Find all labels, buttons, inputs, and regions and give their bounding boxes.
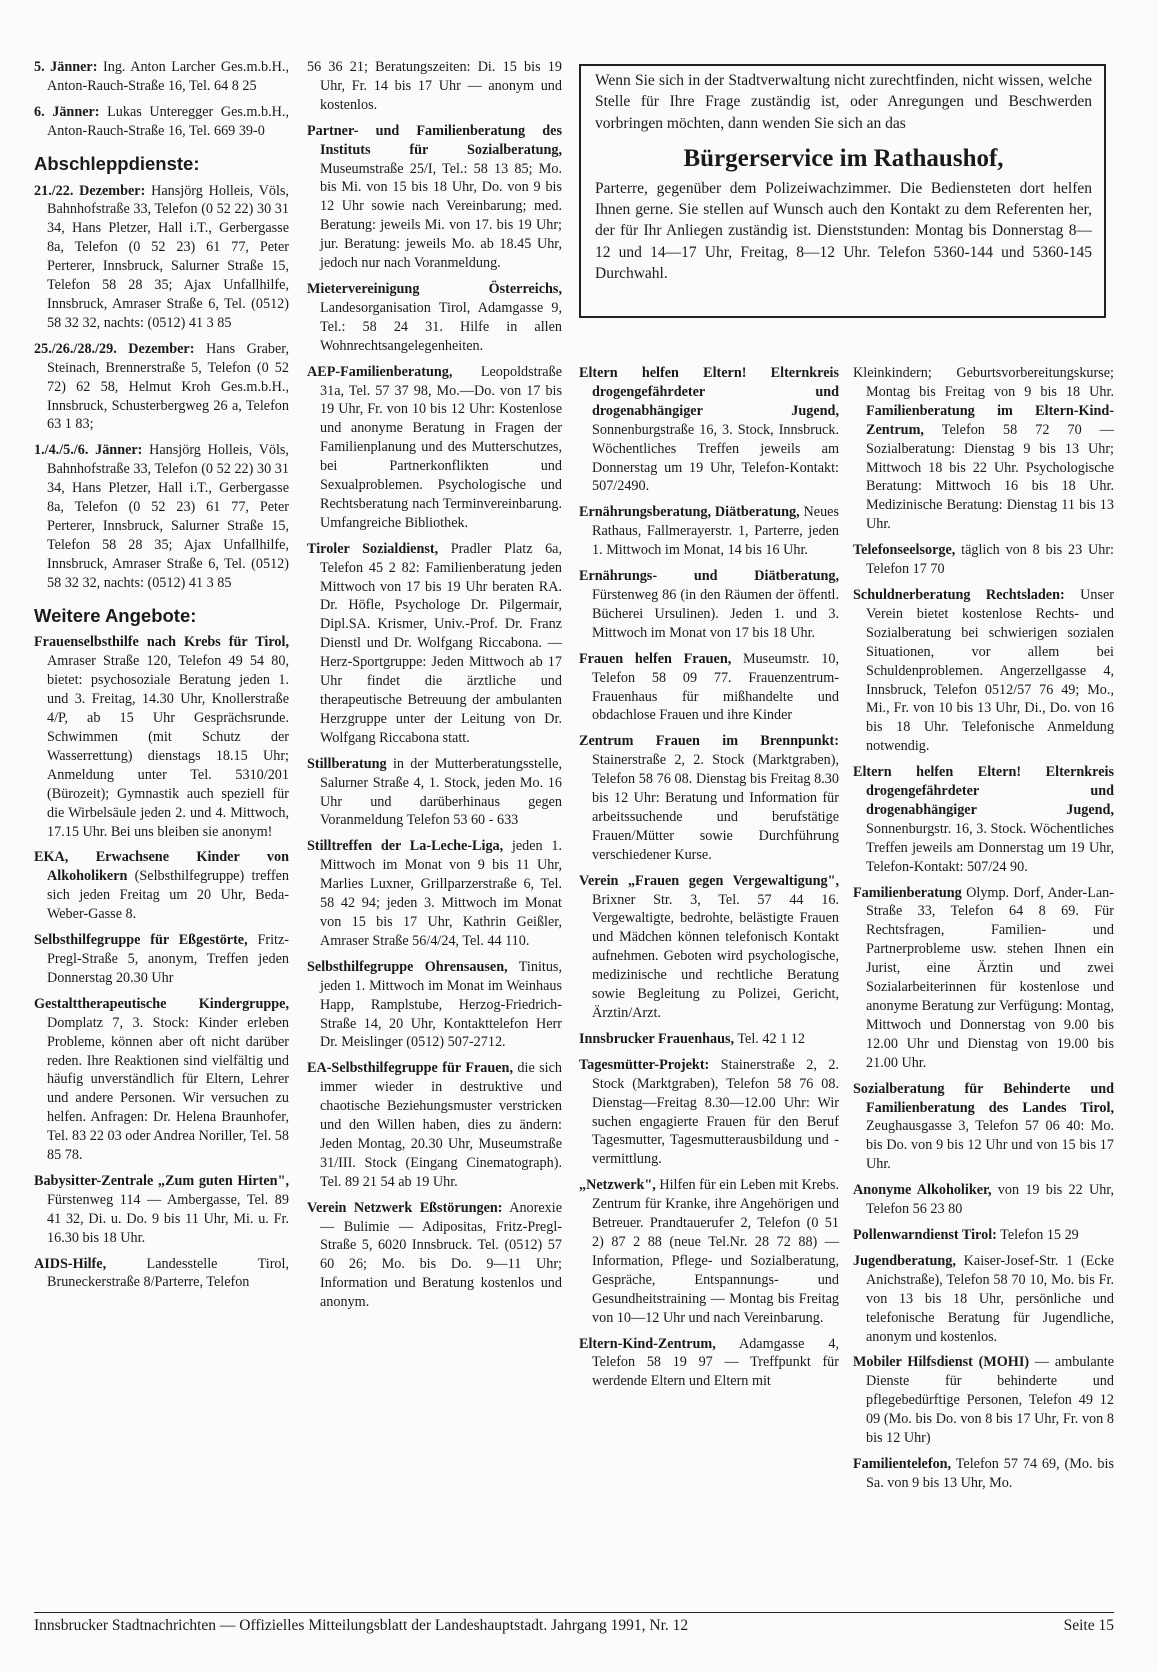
entry-text: in der Mutterberatungsstelle, Salurner Straße 4, 1. Stock, jeden Mo. 16 Uhr und darüberhinaus gegen Voranmeldung Telefon 53 60 - 633	[320, 755, 562, 829]
entry-text: Unser Verein bietet kostenlose Rechts- und Sozialberatung bei schwierigen sozialen Situationen, vor allem bei Schuldenproblemen. Angerzellgasse 4, Innsbruck, Telefon 0512/57 76 49; Mo., Mi., Fr. von 10 bis 13 Uhr, Di., Do. von 16 bis 18 Uhr. Telefonische Anmeldung notwendig.	[866, 586, 1115, 755]
entry-heading: Tiroler Sozialdienst,	[307, 540, 439, 557]
entry-heading: Familienberatung	[853, 884, 962, 901]
listing-entry	[34, 633, 289, 841]
section-heading: Abschleppdienste:	[34, 152, 200, 174]
listing-entry	[307, 837, 562, 950]
entry-text: Lukas Unteregger Ges.m.b.H., Anton-Rauch-Straße 16, Tel. 669 39-0	[47, 103, 289, 139]
listing-entry	[579, 567, 839, 643]
listing-entry	[307, 58, 562, 115]
entry-text: Kaiser-Josef-Str. 1 (Ecke Anichstraße), Telefon 58 70 10, Mo. bis Fr. von 13 bis 18 Uhr, persönliche und telefonische Beratung für Jugendliche, anonym und kostenlos.	[866, 1252, 1115, 1345]
entry-text: Adamgasse 4, Telefon 58 19 97 — Treffpunkt für werdende Eltern und Eltern mit	[592, 1335, 840, 1390]
entry-heading: Eltern helfen Eltern! Elternkreis drogengefährdeter und drogenabhängiger Jugend,	[579, 365, 839, 419]
listing-entry	[34, 340, 289, 435]
listing-entry	[853, 1181, 1114, 1219]
entry-heading: Mietervereinigung Österreichs,	[307, 280, 562, 297]
entry-heading: 6. Jänner:	[34, 103, 100, 120]
entry-text: Landesorganisation Tirol, Adamgasse 9, Tel.: 58 24 31. Hilfe in allen Wohnrechtsangelegenheiten.	[320, 299, 562, 354]
entry-text: Neues Rathaus, Fallmerayerstr. 1, Parterre, jeden 1. Mittwoch im Monat, 14 bis 16 Uhr.	[592, 504, 839, 559]
listing-entry	[34, 441, 289, 592]
entry-heading: Partner- und Familienberatung des Instituts für Sozialberatung,	[307, 122, 562, 158]
footer-publication: Innsbrucker Stadtnachrichten — Offizielles Mitteilungsblatt der Landeshauptstadt. Jahrgang 1991, Nr. 12	[34, 1617, 689, 1634]
listing-entry	[853, 541, 1114, 579]
entry-heading: Zentrum Frauen im Brennpunkt:	[579, 733, 839, 750]
listing-entry	[307, 958, 562, 1053]
entry-text: Fritz-Pregl-Straße 5, anonym, Treffen jeden Donnerstag 20.30 Uhr	[47, 932, 289, 986]
entry-heading: Gestalttherapeutische Kindergruppe,	[34, 995, 289, 1012]
entry-heading: Anonyme Alkoholiker,	[853, 1182, 992, 1199]
entry-heading: Sozialberatung für Behinderte und Familienberatung des Landes Tirol,	[853, 1080, 1114, 1116]
entry-heading: Schuldnerberatung Rechtsladen:	[853, 586, 1065, 603]
entry-heading: Selbsthilfegruppe für Eßgestörte,	[34, 932, 248, 949]
entry-heading: Innsbrucker Frauenhaus,	[579, 1030, 735, 1047]
listing-entry	[307, 122, 562, 273]
entry-text: Brixner Str. 3, Tel. 57 44 16. Vergewaltigte, bedrohte, belästigte Frauen und Mädchen können telefonisch Kontakt aufnehmen. Geboten wird psychologische, medizinische und rechtliche Beratung sowie Begleitung zu Polizei, Gericht, Ärztin/Arzt.	[592, 891, 839, 1021]
entry-text: Kleinkindern; Geburtsvorbereitungskurse; Montag bis Freitag von 9 bis 18 Uhr. Familienberatung im Eltern-Kind-Zentrum, Telefon 58 72 70 — Sozialberatung: Dienstag 9 bis 13 Uhr; Mittwoch 18 bis 22 Uhr. Psychologische Beratung: Mittwoch 16 bis 18 Uhr. Medizinische Beratung: Dienstag 11 bis 13 Uhr.	[853, 365, 1114, 533]
listing-entry	[853, 586, 1114, 756]
listing-entry	[34, 1172, 289, 1248]
entry-heading: Tagesmütter-Projekt:	[579, 1056, 710, 1073]
entry-heading: Ernährungsberatung, Diätberatung,	[579, 504, 800, 521]
listing-entry	[579, 872, 839, 1023]
listing-entry	[307, 540, 562, 748]
entry-text: Hansjörg Holleis, Völs, Bahnhofstraße 33, Telefon (0 52 22) 30 31 34, Hans Pletzer, Hall i.T., Gerbergasse 8a, Telefon (0 52 23) 61 77, Peter Perterer, Innsbruck, Salurner Straße 15, Telefon 58 28 35; Ajax Unfallhilfe, Innsbruck, Amraser Straße 6, Tel. (0512) 58 32 32, nachts: (0512) 41 3 85	[47, 442, 289, 591]
listing-entry	[579, 1030, 839, 1049]
entry-heading: EA-Selbsthilfegruppe für Frauen,	[307, 1060, 513, 1077]
column-4	[853, 364, 1114, 1500]
entry-text: Museumstraße 25/I, Tel.: 58 13 85; Mo. bis Mi. von 15 bis 18 Uhr, Do. von 9 bis 12 Uhr sowie nach Vereinbarung; med. Beratung: jeweils Mi. von 17. bis 19 Uhr; jur. Beratung: jeweils Mo. ab 18.45 Uhr, jedoch nur nach Voranmeldung.	[320, 160, 562, 272]
entry-heading: Mobiler Hilfsdienst (MOHI)	[853, 1354, 1030, 1371]
entry-heading: 25./26./28./29. Dezember:	[34, 340, 195, 357]
entry-heading: Familientelefon,	[853, 1455, 952, 1472]
section-heading: Weitere Angebote:	[34, 604, 197, 626]
entry-text: Sonnenburgstr. 16, 3. Stock. Wöchentliches Treffen jeweils am Donnerstag um 19 Uhr, Telefon-Kontakt: 507/24 90.	[866, 820, 1114, 875]
entry-text: Tel. 42 1 12	[737, 1030, 805, 1047]
entry-text: von 19 bis 22 Uhr, Telefon 56 23 80	[866, 1182, 1114, 1218]
entry-text: Olymp. Dorf, Ander-Lan-Straße 33, Telefon 64 8 69. Für Rechtsfragen, Familien- und Partnerprobleme usw. stehen Ihnen ein Jurist, eine Ärztin und zwei Sozialarbeiterinnen für kostenlose und anonyme Beratung zur Verfügung: Montag, Mittwoch und Donnerstag von 9.00 bis 12.00 Uhr und Dienstag von 19.00 bis 21.00 Uhr.	[866, 884, 1114, 1071]
column-2	[307, 58, 562, 1319]
column-3	[579, 364, 839, 1398]
listing-entry	[579, 732, 839, 864]
listing-entry	[853, 1252, 1114, 1347]
entry-heading: 5. Jänner:	[34, 59, 98, 75]
entry-text: Hilfen für ein Leben mit Krebs. Zentrum für Kranke, ihre Angehörigen und Betreuer. Prandtauerufer 2, Telefon (0 51 2) 87 2 88 (neue Tel.Nr. 28 72 88) — Information, Pflege- und Sozialberatung, Gespräche, Entspannungs- und Gesundheitstraining — Montag bis Freitag von 10—12 Uhr und nach Vereinbarung.	[592, 1177, 840, 1326]
listing-entry	[853, 1455, 1114, 1493]
page-footer	[34, 1612, 1114, 1635]
listing-entry	[853, 763, 1114, 876]
buergerservice-box	[579, 64, 1106, 318]
entry-text: Tinitus, jeden 1. Mittwoch im Monat im Weinhaus Happ, Ramplstube, Herzog-Friedrich-Straße 14, 20 Uhr, Kontakttelefon Herr Dr. Meislinger (0512) 507-2712.	[320, 958, 562, 1051]
entry-heading: Babysitter-Zentrale „Zum guten Hirten",	[34, 1172, 289, 1189]
listing-entry	[579, 1176, 839, 1327]
entry-text: Domplatz 7, 3. Stock: Kinder erleben Probleme, können aber oft nicht darüber reden. Ihre Reaktionen sind vielfältig und häufig unverständlich für Eltern, Lehrer und andere Personen. Wir versuchen zu helfen. Anfragen: Dr. Helena Braunhofer, Tel. 83 22 03 oder Andrea Noriller, Tel. 58 85 78.	[47, 1014, 289, 1164]
listing-entry	[34, 1255, 289, 1293]
listing-entry	[579, 650, 839, 726]
entry-text: die sich immer wieder in destruktive und chaotische Beziehungsmuster verstricken und den Willen haben, dies zu ändern: Jeden Montag, 20.30 Uhr, Museumstraße 31/III. Stock (Eingang Cinematograph). Tel. 89 21 54 ab 19 Uhr.	[320, 1060, 562, 1190]
entry-heading: 21./22. Dezember:	[34, 182, 146, 199]
entry-text: — ambulante Dienste für behinderte und pflegebedürftige Personen, Telefon 49 12 09 (Mo. bis Do. von 8 bis 17 Uhr, Fr. von 8 bis 12 Uhr)	[866, 1354, 1114, 1447]
column-1	[34, 58, 289, 1299]
footer-page-number: Seite 15	[1063, 1617, 1114, 1634]
listing-entry	[307, 1199, 562, 1312]
listing-entry	[853, 884, 1114, 1073]
listing-entry	[579, 503, 839, 560]
entry-text: Fürstenweg 114 — Ambergasse, Tel. 89 41 32, Di. u. Do. 9 bis 11 Uhr, Mi. u. Fr. 16.30 bis 18 Uhr.	[47, 1191, 289, 1246]
entry-text: Leopoldstraße 31a, Tel. 57 37 98, Mo.—Do. von 17 bis 19 Uhr, Fr. von 10 bis 12 Uhr: Kostenlose und anonyme Beratung in Fragen der Familienplanung und des Mutterschutzes, bei Partnerkonflikten und Sexualproblemen. Psychologische und Rechtsberatung nach Terminvereinbarung. Umfangreiche Bibliothek.	[320, 363, 562, 531]
listing-entry	[34, 931, 289, 988]
entry-heading: Eltern helfen Eltern! Elternkreis drogengefährdeter und drogenabhängiger Jugend,	[853, 764, 1114, 818]
entry-text: Sonnenburgstraße 16, 3. Stock, Innsbruck. Wöchentliches Treffen jeweils am Donnerstag um 19 Uhr, Telefon-Kontakt: 507/2490.	[592, 421, 839, 495]
entry-text: (Selbsthilfegruppe) treffen sich jeden Freitag um 20 Uhr, Beda-Weber-Gasse 8.	[47, 868, 289, 923]
entry-heading: AEP-Familienberatung,	[307, 363, 453, 380]
entry-heading: Frauen helfen Frauen,	[579, 650, 732, 667]
entry-heading: Jugendberatung,	[853, 1252, 956, 1269]
listing-entry	[34, 103, 289, 141]
listing-entry	[307, 280, 562, 356]
entry-text: Amraser Straße 120, Telefon 49 54 80, bietet: psychosoziale Beratung jeden 1. und 3. Freitag, 14.30 Uhr, Knollerstraße 4/P, ab 15 Uhr Gesprächsrunde. Schwimmen (mit Schutz der Wasserrettung) dienstags 18.15 Uhr; Anmeldung unter Tel. 5310/201 (Bürozeit); Gymnastik auch speziell für die Wirbelsäule jeden 2. und 4. Mittwoch, 17.15 Uhr. Bei uns bleiben sie anonym!	[47, 653, 289, 840]
entry-heading: Selbsthilfegruppe Ohrensausen,	[307, 958, 508, 975]
entry-heading: EKA, Erwachsene Kinder von Alkoholikern	[34, 849, 289, 885]
entry-text: Hansjörg Holleis, Völs, Bahnhofstraße 33, Telefon (0 52 22) 30 31 34, Hans Pletzer, Hall i.T., Gerbergasse 8a, Telefon (0 52 23) 61 77, Peter Perterer, Innsbruck, Salurner Straße 15, Telefon 58 28 35; Ajax Unfallhilfe, Innsbruck, Amraser Straße 6, Tel. (0512) 58 32 32, nachts: (0512) 41 3 85	[47, 182, 290, 331]
entry-text: Museumstr. 10, Telefon 58 09 77. Frauenzentrum-Frauenhaus für mißhandelte und obdachlose Frauen und ihre Kinder	[592, 650, 840, 724]
entry-heading: Ernährungs- und Diätberatung,	[579, 568, 839, 585]
entry-text: Anorexie — Bulimie — Adipositas, Fritz-Pregl-Straße 5, 6020 Innsbruck. Tel. (0512) 57 60 26; Mo. bis Do. 9—11 Uhr; Information und Beratung kostenlos und anonym.	[320, 1199, 562, 1311]
listing-entry	[307, 1059, 562, 1191]
listing-entry	[853, 1353, 1114, 1448]
listing-entry	[853, 1080, 1114, 1175]
listing-entry	[853, 364, 1114, 534]
entry-heading: Telefonseelsorge,	[853, 542, 956, 559]
entry-text: Fürstenweg 86 (in den Räumen der öffentl. Bücherei Ursulinen). Jeden 1. und 3. Mittwoch im Monat von 17 bis 18 Uhr.	[592, 586, 839, 641]
entry-heading: Familienberatung im Eltern-Kind-Zentrum,	[866, 402, 1114, 438]
entry-text: täglich von 8 bis 23 Uhr: Telefon 17 70	[866, 542, 1115, 578]
infobox-body: Parterre, gegenüber dem Polizeiwachzimmer. Die Bediensteten dort helfen Ihnen gerne. Sie stellen auf Wunsch auch den Kontakt zu dem Referenten her, der für Ihr Anliegen zuständig ist. Dienststunden: Montag bis Donnerstag 8—12 und 14—17 Uhr, Freitag, 8—12 Uhr. Telefon 5360-144 und 5360-145 Durchwahl.	[595, 179, 1092, 283]
entry-heading: Verein „Frauen gegen Vergewaltigung",	[579, 872, 839, 889]
listing-entry	[579, 364, 839, 496]
entry-heading: 1./4./5./6. Jänner:	[34, 442, 143, 459]
listing-entry	[307, 363, 562, 533]
entry-heading: Pollenwarndienst Tirol:	[853, 1226, 997, 1243]
entry-heading: AIDS-Hilfe,	[34, 1255, 107, 1272]
entry-text: Pradler Platz 6a, Telefon 45 2 82: Familienberatung jeden Mittwoch von 17 bis 19 Uhr beraten RA. Dr. Höfle, Psychologe Dr. Pilgermair, Dipl.SA. Krismer, Univ.-Prof. Dr. Franz Dienstl und Dr. Wolfgang Riccabona. — Herz-Sportgruppe: Jeden Mittwoch ab 17 Uhr findet die ärztliche und therapeutische Betreuung der ambulanten Herzgruppe unter der Leitung von Dr. Wolfgang Riccabona statt.	[320, 540, 563, 746]
listing-entry	[34, 995, 289, 1165]
entry-text: Stainerstraße 2, 2. Stock (Marktgraben), Telefon 58 76 08. Dienstag—Freitag 8.30—12.00 Uhr: Wir suchen engagierte Frauen für den Beruf Tagesmutter, Tagesmutterausbildung und -vermittlung.	[592, 1056, 840, 1168]
entry-heading: „Netzwerk",	[579, 1177, 656, 1194]
entry-text: Hans Graber, Steinach, Brennerstraße 5, Telefon (0 52 72) 62 58, Helmut Kroh Ges.m.b.H., Innsbruck, Schusterbergweg 26 a, Telefon 63 1 83;	[47, 340, 289, 433]
entry-heading: Eltern-Kind-Zentrum,	[579, 1335, 716, 1352]
entry-text: Ing. Anton Larcher Ges.m.b.H., Anton-Rauch-Straße 16, Tel. 64 8 25	[47, 59, 290, 94]
entry-heading: Stilltreffen der La-Leche-Liga,	[307, 838, 504, 855]
entry-text: 56 36 21; Beratungszeiten: Di. 15 bis 19 Uhr, Fr. 14 bis 17 Uhr — anonym und kostenlos.	[307, 59, 562, 113]
listing-entry	[853, 1226, 1114, 1245]
entry-heading: Stillberatung	[307, 755, 387, 772]
listing-entry	[307, 755, 562, 831]
entry-heading: Frauenselbsthilfe nach Krebs für Tirol,	[34, 634, 289, 651]
entry-text: Stainerstraße 2, 2. Stock (Marktgraben), Telefon 58 76 08. Dienstag bis Freitag 8.30 bis 12 Uhr: Beratung und Information für arbeitssuchende und berufstätige Frauen/Mütter sowie Durchführung verschiedener Kurse.	[592, 752, 839, 863]
entry-text: Landesstelle Tirol, Bruneckerstraße 8/Parterre, Telefon	[47, 1255, 289, 1291]
listing-entry	[579, 1335, 839, 1392]
entry-heading: Verein Netzwerk Eßstörungen:	[307, 1199, 503, 1216]
infobox-heading: Bürgerservice im Rathaushof,	[683, 144, 1004, 172]
entry-text: Telefon 15 29	[1000, 1226, 1079, 1243]
entry-text: jeden 1. Mittwoch im Monat von 9 bis 11 Uhr, Marlies Luxner, Grillparzerstraße 6, Tel. 58 42 94; jeden 3. Mittwoch im Monat von 15 bis 17 Uhr, Kathrin Geißler, Amraser Straße 56/4/24, Tel. 44 110.	[320, 838, 562, 949]
entry-text: Telefon 57 74 69, (Mo. bis Sa. von 9 bis 13 Uhr, Mo.	[866, 1455, 1114, 1491]
listing-entry	[34, 848, 289, 924]
entry-text: Zeughausgasse 3, Telefon 57 06 40: Mo. bis Do. von 9 bis 12 Uhr und von 15 bis 17 Uhr.	[866, 1118, 1114, 1173]
listing-entry	[34, 182, 289, 333]
infobox-intro: Wenn Sie sich in der Stadtverwaltung nicht zurechtfinden, nicht wissen, welche Stelle für Ihre Frage zuständig ist, oder Anregungen und Beschwerden vorbringen möchten, dann wenden Sie sich an das	[595, 72, 1092, 132]
listing-entry	[34, 58, 289, 96]
listing-entry	[579, 1056, 839, 1169]
